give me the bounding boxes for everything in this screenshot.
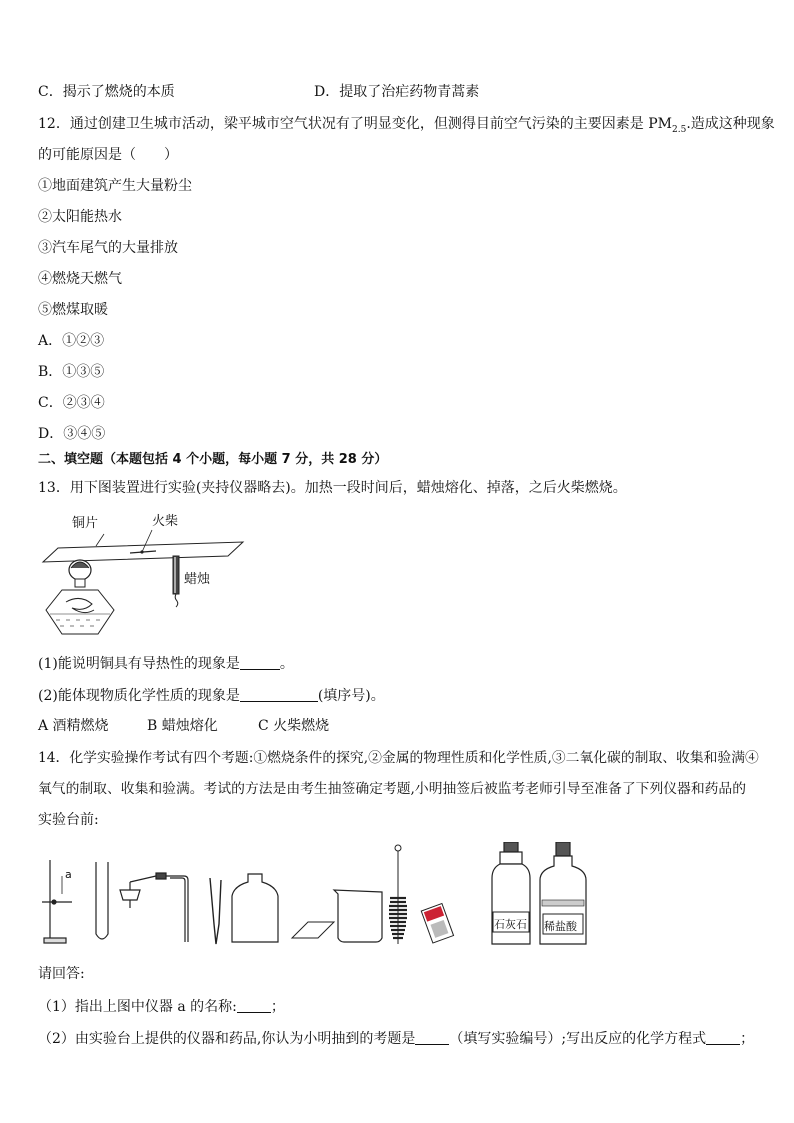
q13-option-a: A 酒精燃烧: [38, 718, 109, 734]
q14-sub1: [38, 997, 285, 1017]
q11-option-c: C．揭示了燃烧的本质: [38, 84, 175, 100]
test-tube-brush: [389, 845, 407, 944]
q14-equipment-diagram: [38, 842, 598, 950]
match-leader-line: [142, 530, 152, 552]
q12-stem: [38, 114, 775, 140]
q12-item-5: ⑤燃煤取暖: [38, 302, 108, 318]
q13-sub2-text: (2)能体现物质化学性质的现象是: [38, 688, 240, 704]
q14-sub2-text-a: （2）由实验台上提供的仪器和药品,你认为小明抽到的考题是: [38, 1031, 416, 1047]
limestone-label: 石灰石: [494, 918, 527, 931]
candle-wick: [175, 594, 178, 607]
q13-sub1-text: (1)能说明铜具有导热性的现象是: [38, 656, 240, 672]
instrument-a-label: a: [65, 868, 72, 881]
q14-please-answer: 请回答:: [38, 966, 85, 982]
q13-sub2-end: (填序号)。: [317, 688, 385, 704]
q12-stem-part1: 12．通过创建卫生城市活动，梁平城市空气状况有了明显变化，但测得目前空气污染的主要因素是 PM: [38, 116, 673, 132]
q12-item-4: ④燃烧天燃气: [38, 271, 122, 287]
q13-sub2: [38, 686, 385, 706]
q12-option-c: C．②③④: [38, 395, 105, 411]
matchbox: [421, 904, 453, 943]
q13-option-c: C 火柴燃烧: [258, 718, 330, 734]
q14-sub2-blank2[interactable]: [706, 1030, 740, 1045]
hcl-label: 稀盐酸: [544, 920, 577, 933]
test-tube: [96, 862, 108, 939]
q14-stem-line3: 实验台前:: [38, 812, 99, 828]
candle-label: 蜡烛: [184, 572, 211, 587]
q12-option-b: B．①③⑤: [38, 364, 105, 380]
copper-leader-line: [96, 534, 104, 546]
q12-item-3: ③汽车尾气的大量排放: [38, 240, 178, 256]
q11-option-d: D．提取了治疟药物青蒿素: [314, 84, 480, 100]
section2-title: 二、填空题（本题包括 4 个小题，每小题 7 分，共 28 分）: [38, 452, 388, 467]
q14-equipment-figure: [38, 842, 598, 950]
q12-option-d: D．③④⑤: [38, 426, 106, 442]
q13-sub1-blank[interactable]: [240, 655, 280, 670]
q12-stem-sub: 2.5: [672, 124, 687, 135]
q14-sub1-text: （1）指出上图中仪器 a 的名称:: [38, 999, 237, 1015]
q14-stem-line1: 14．化学实验操作考试有四个考题:①燃烧条件的探究,②金属的物理性质和化学性质,③二氧化碳的制取、收集和验满④: [38, 750, 759, 766]
copper-label: 铜片: [72, 516, 99, 531]
candle-highlight: [174, 557, 176, 593]
lamp-neck: [75, 579, 85, 587]
q12-item-1: ①地面建筑产生大量粉尘: [38, 178, 192, 194]
q13-sub2-blank[interactable]: [240, 687, 318, 702]
delivery-tube: [120, 873, 188, 942]
q14-sub2-end: ；: [740, 1031, 755, 1047]
q14-sub2-blank1[interactable]: [415, 1030, 449, 1045]
glass-plate: [292, 922, 334, 938]
q14-sub1-end: ；: [270, 999, 285, 1015]
q13-option-b: B 蜡烛熔化: [147, 718, 218, 734]
q12-stem-part2: .造成这种现象: [686, 116, 775, 132]
q14-sub2: [38, 1029, 754, 1049]
q13-sub1-end: 。: [279, 656, 294, 672]
q12-item-2: ②太阳能热水: [38, 209, 122, 225]
q14-sub1-blank[interactable]: [237, 998, 271, 1013]
q13-figure: [38, 510, 268, 640]
q13-sub1: [38, 654, 294, 674]
q14-sub2-text-b: （填写实验编号）;写出反应的化学方程式: [449, 1031, 707, 1047]
tweezers: [210, 878, 221, 944]
q14-stem-line2: 氧气的制取、收集和验满。考试的方法是由考生抽签确定考题,小明抽签后被监考老师引导至准备了下列仪器和药品的: [38, 781, 747, 797]
q12-option-a: A．①②③: [38, 333, 105, 349]
gas-bottle: [232, 874, 278, 942]
beaker: [334, 890, 382, 942]
q13-stem: 13．用下图装置进行实验(夹持仪器略去)。加热一段时间后，蜡烛熔化、掉落，之后火柴燃烧。: [38, 480, 627, 496]
q12-stem-line2: 的可能原因是（ ）: [38, 147, 178, 163]
match-label: 火柴: [152, 514, 179, 529]
